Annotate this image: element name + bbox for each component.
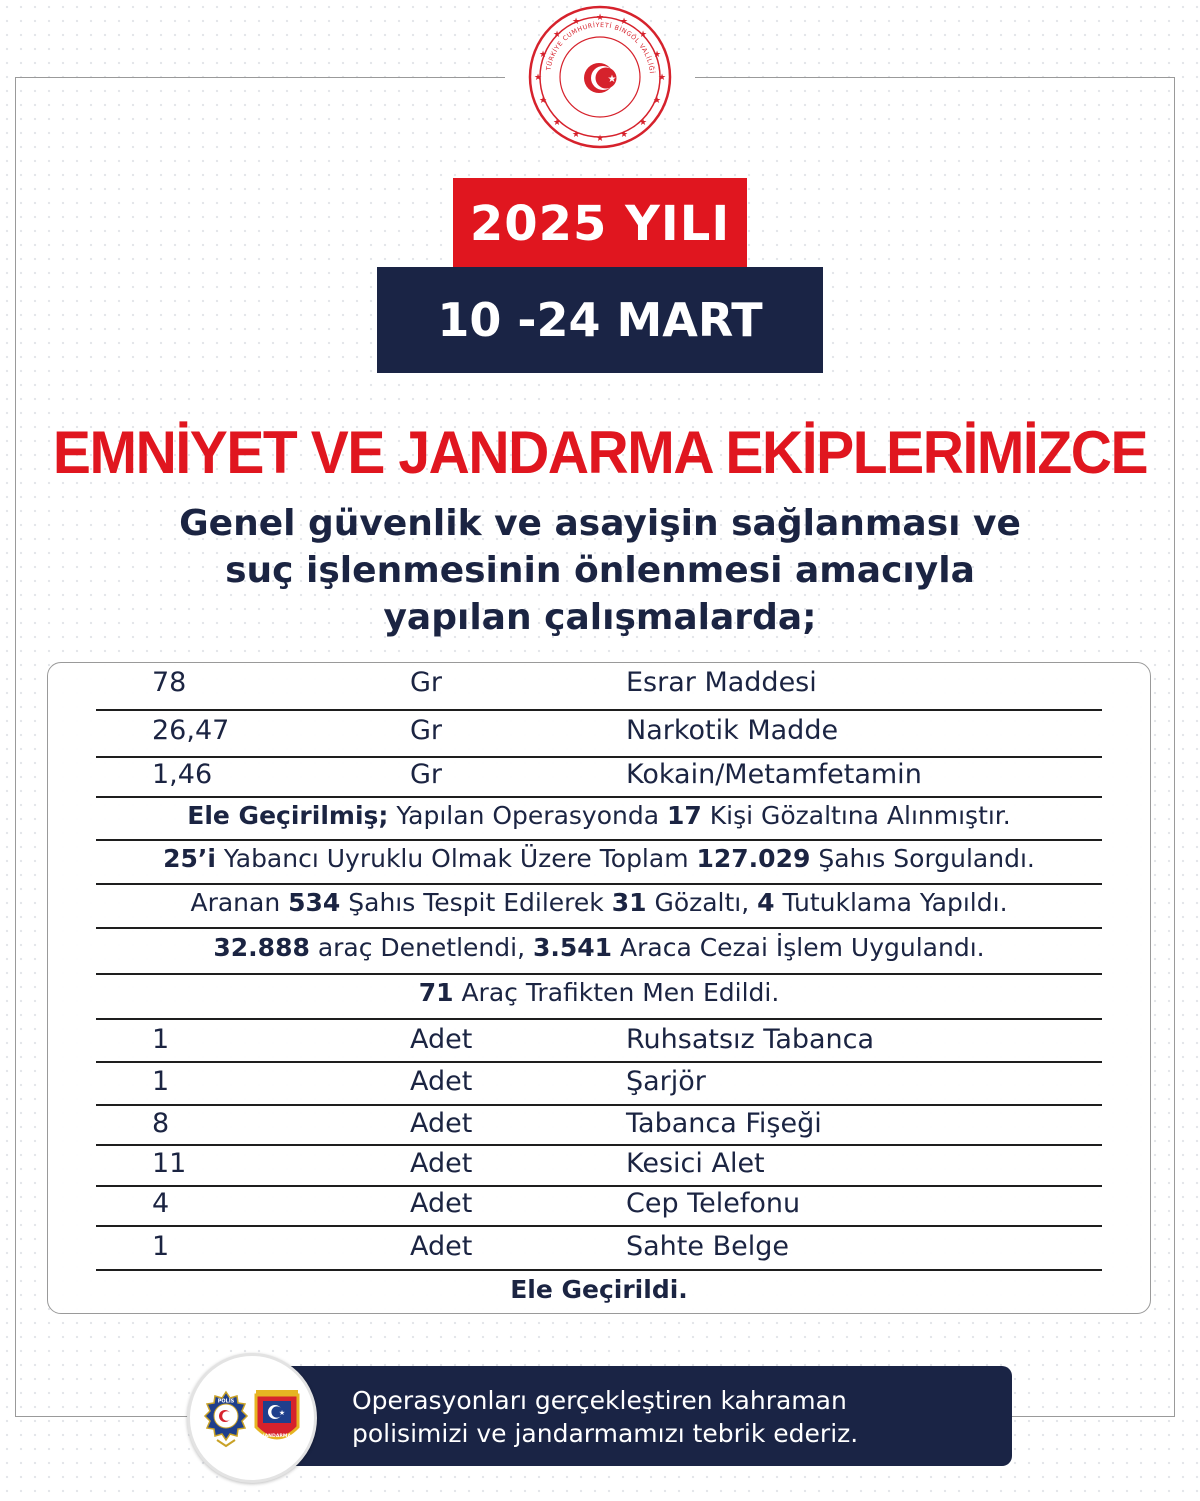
unit: Gr [410,715,443,746]
item-name: Esrar Maddesi [626,667,817,698]
svg-text:★: ★ [571,17,581,27]
banner-line: polisimizi ve jandarmamızı tebrik ederiz. [352,1419,859,1448]
text: Gözaltı, [646,888,758,917]
svg-text:★: ★ [533,73,543,83]
gendarmerie-emblem-icon [253,1389,301,1449]
table-row [96,715,1102,758]
text: Yabancı Uyruklu Olmak Üzere Toplam [215,844,697,873]
unit: Adet [410,1066,473,1097]
year-badge: 2025 YILI [453,178,747,270]
table-row [96,759,1102,798]
bold-number: 3.541 [532,933,613,962]
item-name: Cep Telefonu [626,1188,801,1219]
table-row [96,1066,1102,1106]
bold-number: 31 [611,888,647,917]
item-name: Ruhsatsız Tabanca [626,1024,875,1055]
table-row [96,1148,1102,1187]
summary-row [96,801,1102,841]
svg-text:★: ★ [595,13,605,23]
text: Kişi Gözaltına Alınmıştır. [701,801,1011,830]
quantity: 1 [152,1024,170,1055]
svg-text:★: ★ [538,96,548,106]
svg-text:★: ★ [571,130,581,140]
police-emblem-text: POLİS [217,1398,235,1405]
quantity: 11 [152,1148,187,1179]
quantity: 1 [152,1231,170,1262]
quantity: 1 [152,1066,170,1097]
headline: EMNİYET VE JANDARMA EKİPLERİMİZCE [52,419,1148,486]
seal-text: TÜRKİYE CUMHURİYETİ BİNGÖL VALİLİĞİ [545,21,655,75]
emblems-badge [187,1353,317,1483]
svg-text:★: ★ [652,96,662,106]
subtitle-line: yapılan çalışmalarda; [383,597,817,638]
banner-line: Operasyonları gerçekleştiren kahraman [352,1386,847,1415]
svg-text:★: ★ [657,73,667,83]
police-emblem-icon [203,1390,249,1448]
summary-row [96,888,1102,929]
item-name: Kokain/Metamfetamin [626,759,922,790]
governorship-seal-icon [528,5,672,149]
svg-text:★: ★ [638,30,648,40]
unit: Adet [410,1024,473,1055]
table-row [96,1188,1102,1227]
bold-number: 127.029 [696,844,811,873]
table-row [96,667,1102,711]
unit: Adet [410,1108,473,1139]
quantity: 78 [152,667,187,698]
text: Şahıs Sorgulandı. [810,844,1035,873]
text: Tutuklama Yapıldı. [774,888,1008,917]
bold-number: 25’i [163,844,216,873]
congratulation-banner [262,1366,1012,1466]
unit: Adet [410,1148,473,1179]
svg-text:★: ★ [619,130,629,140]
svg-text:★: ★ [595,134,605,144]
quantity: 1,46 [152,759,213,790]
subtitle [100,500,1100,641]
text: Şahıs Tespit Edilerek [340,888,612,917]
table-row [96,1024,1102,1063]
table-row [96,1108,1102,1146]
svg-text:★: ★ [552,30,562,40]
bold-number: 17 [666,801,702,830]
bold-number: 4 [757,888,775,917]
quantity: 26,47 [152,715,230,746]
bold-number: 71 [418,978,454,1007]
bold-number: 32.888 [213,933,310,962]
subtitle-line: suç işlenmesinin önlenmesi amacıyla [225,550,975,591]
svg-text:★: ★ [538,50,548,60]
item-name: Tabanca Fişeği [626,1108,822,1139]
item-name: Şarjör [626,1066,706,1097]
table-row [96,1231,1102,1271]
unit: Gr [410,667,443,698]
quantity: 8 [152,1108,170,1139]
unit: Gr [410,759,443,790]
text: Araca Cezai İşlem Uygulandı. [612,933,985,962]
closing-text: Ele Geçirildi. [510,1275,688,1304]
bold-number: 534 [288,888,341,917]
summary-row [96,978,1102,1020]
text: Yapılan Operasyonda [388,801,667,830]
quantity: 4 [152,1188,170,1219]
date-range-badge: 10 -24 MART [377,267,823,373]
svg-text:★: ★ [638,118,648,128]
bold-text: Ele Geçirilmiş; [187,801,389,830]
item-name: Sahte Belge [626,1231,789,1262]
item-name: Kesici Alet [626,1148,765,1179]
summary-row [96,933,1102,975]
text: Araç Trafikten Men Edildi. [453,978,780,1007]
svg-text:★: ★ [619,17,629,27]
item-name: Narkotik Madde [626,715,839,746]
gendarmerie-emblem-text: JANDARMA [262,1434,292,1439]
unit: Adet [410,1188,473,1219]
svg-text:★: ★ [652,50,662,60]
svg-text:★: ★ [607,74,617,85]
svg-text:★: ★ [278,1409,286,1417]
svg-text:★: ★ [552,118,562,128]
unit: Adet [410,1231,473,1262]
text: Aranan [190,888,289,917]
summary-row [96,844,1102,885]
subtitle-line: Genel güvenlik ve asayişin sağlanması ve [179,503,1021,544]
text: araç Denetlendi, [309,933,533,962]
